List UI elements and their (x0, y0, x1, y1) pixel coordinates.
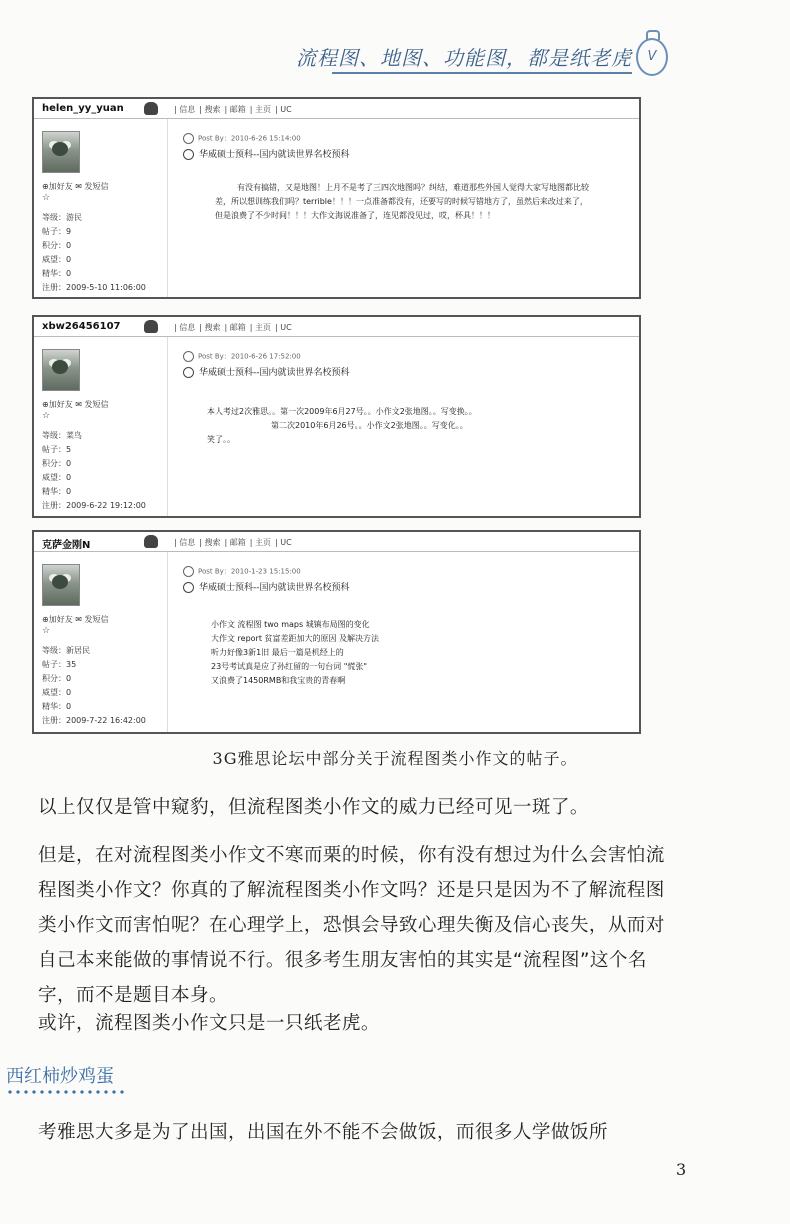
nav-uc-link[interactable]: UC (280, 105, 292, 114)
stat-level: 等级：游民 (42, 213, 82, 222)
user-avatar-icon (144, 320, 158, 333)
add-friend-link[interactable]: ⊕加好友 ✉ 发短信 (42, 615, 109, 624)
post-content (179, 552, 631, 732)
post-meta (183, 566, 301, 577)
stat-prestige: 威望：0 (42, 688, 72, 697)
stat-registered: 注册：2009-5-10 11:06:00 (42, 283, 146, 292)
post-title (183, 147, 350, 160)
user-stats (42, 644, 146, 728)
post-body-line: 23号考试真是应了孙红留的一句台词 "慌张" (211, 662, 368, 671)
forum-post (32, 315, 641, 518)
stat-prestige: 威望：0 (42, 473, 72, 482)
stopwatch-icon: V (636, 38, 668, 76)
nav-search-link[interactable]: 搜索 (204, 105, 221, 114)
post-body-line: 本人考过2次雅思。。第一次2009年6月27号。。小作文2张地图。。写变换。。 (207, 407, 477, 416)
add-friend-link[interactable]: ⊕加好友 ✉ 发短信 (42, 400, 109, 409)
nav-uc-link[interactable]: UC (280, 323, 292, 332)
avatar (42, 349, 80, 391)
forum-post (32, 97, 641, 299)
post-meta (183, 351, 301, 362)
stat-registered: 注册：2009-7-22 16:42:00 (42, 716, 146, 725)
dotted-underline (6, 1090, 124, 1094)
post-header-bar (34, 532, 639, 552)
figure-caption: 3G雅思论坛中部分关于流程图类小作文的帖子。 (212, 749, 578, 768)
post-title-text[interactable]: 华威硕士预科--国内就读世界名校预科 (199, 583, 350, 593)
user-stats (42, 211, 146, 295)
user-info-panel (34, 119, 168, 297)
post-title-text[interactable]: 华威硕士预科--国内就读世界名校预科 (199, 150, 350, 160)
post-by: Post By：2010-6-26 15:14:00 (198, 134, 301, 143)
post-by: Post By：2010-1-23 15:15:00 (198, 567, 301, 576)
avatar (42, 564, 80, 606)
stat-level: 等级：菜鸟 (42, 431, 82, 440)
post-nav: | 信息 | 搜索 | 邮箱 | 主页 | UC (174, 105, 292, 114)
star-icon: ☆ (42, 193, 51, 203)
running-header (0, 0, 790, 100)
post-body-line: 但是浪费了不少时间！！！大作文海说准备了，连见都没见过，哎，杯具！！！ (215, 211, 495, 220)
forum-post (32, 530, 641, 734)
header-rule (332, 72, 632, 74)
body-paragraph: 或许，流程图类小作文只是一只纸老虎。 (38, 1013, 380, 1034)
nav-info-link[interactable]: 信息 (179, 538, 196, 547)
user-stats (42, 429, 146, 513)
post-body-line: 笑了。。 (207, 435, 235, 444)
nav-mail-link[interactable]: 邮箱 (229, 323, 246, 332)
post-body-line: 听力好像3新1旧 最后一篇是机经上的 (211, 648, 344, 657)
post-title (183, 365, 350, 378)
smiley-icon (183, 566, 194, 577)
stat-posts: 帖子：5 (42, 445, 72, 454)
post-title (183, 580, 350, 593)
section-heading: 西红柿炒鸡蛋 (6, 1066, 114, 1087)
stat-posts: 帖子：9 (42, 227, 72, 236)
stat-points: 积分：0 (42, 674, 72, 683)
nav-mail-link[interactable]: 邮箱 (229, 538, 246, 547)
nav-home-link[interactable]: 主页 (255, 538, 271, 547)
nav-mail-link[interactable]: 邮箱 (229, 105, 246, 114)
post-header-bar (34, 99, 639, 119)
stat-posts: 帖子：35 (42, 660, 77, 669)
nav-info-link[interactable]: 信息 (179, 323, 196, 332)
stat-prestige: 威望：0 (42, 255, 72, 264)
stat-digest: 精华：0 (42, 487, 72, 496)
nav-uc-link[interactable]: UC (280, 538, 292, 547)
post-body-line: 又浪费了1450RMB和我宝贵的青春啊 (211, 676, 346, 685)
post-body-line: 差，所以想训练我们吗？terrible！！！一点准备都没有，还要写的时候写错地方了，虽然后来改过来了， (215, 197, 588, 206)
stat-digest: 精华：0 (42, 702, 72, 711)
user-avatar-icon (144, 535, 158, 548)
body-paragraph: 考雅思大多是为了出国，出国在外不能不会做饭，而很多人学做饭所 (38, 1122, 608, 1143)
smiley-icon (183, 351, 194, 362)
post-content (179, 337, 631, 516)
info-icon (183, 149, 194, 160)
post-username[interactable]: helen_yy_yuan (42, 103, 124, 114)
user-avatar-icon (144, 102, 158, 115)
post-by: Post By：2010-6-26 17:52:00 (198, 352, 301, 361)
post-nav: | 信息 | 搜索 | 邮箱 | 主页 | UC (174, 323, 292, 332)
post-meta (183, 133, 301, 144)
nav-home-link[interactable]: 主页 (255, 105, 271, 114)
stat-registered: 注册：2009-6-22 19:12:00 (42, 501, 146, 510)
post-content (179, 119, 631, 297)
post-body-line: 大作文 report 贫富差距加大的原因 及解决方法 (211, 634, 380, 643)
nav-search-link[interactable]: 搜索 (204, 323, 221, 332)
stat-level: 等级：新居民 (42, 646, 90, 655)
stat-points: 积分：0 (42, 459, 72, 468)
post-body-line: 第二次2010年6月26号。。小作文2张地图。。写变化。。 (271, 421, 468, 430)
nav-info-link[interactable]: 信息 (179, 105, 196, 114)
nav-home-link[interactable]: 主页 (255, 323, 271, 332)
stat-digest: 精华：0 (42, 269, 72, 278)
nav-search-link[interactable]: 搜索 (204, 538, 221, 547)
avatar (42, 131, 80, 173)
chapter-title: 流程图、地图、功能图，都是纸老虎 (296, 46, 632, 70)
post-username[interactable]: xbw26456107 (42, 321, 121, 332)
page-number: 3 (676, 1160, 687, 1179)
post-header-bar (34, 317, 639, 337)
info-icon (183, 582, 194, 593)
smiley-icon (183, 133, 194, 144)
user-info-panel (34, 337, 168, 516)
star-icon: ☆ (42, 411, 51, 421)
post-nav: | 信息 | 搜索 | 邮箱 | 主页 | UC (174, 538, 292, 547)
star-icon: ☆ (42, 626, 51, 636)
stat-points: 积分：0 (42, 241, 72, 250)
body-paragraph: 但是，在对流程图类小作文不寒而栗的时候，你有没有想过为什么会害怕流程图类小作文？你真的了解流程图类小作文吗？还是只是因为不了解流程图类小作文而害怕呢？在心理学上，恐惧会导致心理失衡及信心丧失，从而对自己本来能做的事情说不行。很多考生朋友害怕的其实是“流程图”这个名字，而不是题目本身。 (38, 845, 665, 1006)
post-body-line: 小作文 流程图 two maps 城镇布局图的变化 (211, 620, 370, 629)
post-title-text[interactable]: 华威硕士预科--国内就读世界名校预科 (199, 368, 350, 378)
add-friend-link[interactable]: ⊕加好友 ✉ 发短信 (42, 182, 109, 191)
post-body-line: 有没有搞错，又是地图！上月不是考了三四次地图吗？纠结，难道那些外国人觉得大家写地图都比较 (237, 183, 589, 192)
post-username[interactable]: 克萨金刚N (42, 540, 91, 551)
info-icon (183, 367, 194, 378)
user-info-panel (34, 552, 168, 732)
body-paragraph: 以上仅仅是管中窥豹，但流程图类小作文的威力已经可见一斑了。 (38, 797, 589, 818)
